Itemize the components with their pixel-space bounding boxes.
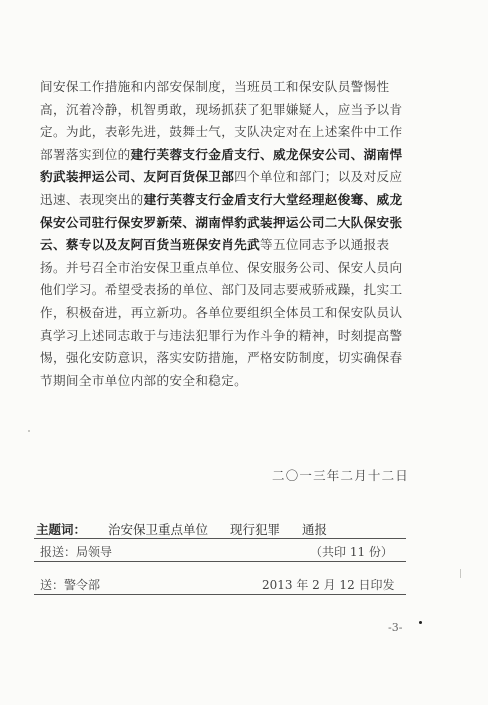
commended-name-text: 建行芙蓉支行金盾支行大堂经理赵俊骞、威龙 [143,191,403,207]
body-text-run: 定。为此，表彰先进，鼓舞士气，支队决定对在上述案件中工作 [40,124,403,140]
body-text-run: 间安保工作措施和内部安保制度，当班员工和保安队员警惕性 [40,79,390,94]
subject-keywords-label: 主题词： [36,522,87,537]
body-line [40,325,458,348]
body-line [40,279,458,302]
subject-keyword: 现行犯罪 [230,522,281,537]
body-text-run: 节期间全市单位内部的安全和稳定。 [40,372,248,388]
copies-count: （共印 11 份） [310,545,393,559]
body-text-run: 迅速、表现突出的 [40,191,144,207]
body-text-run: 四个单位和部门；以及对反应 [234,169,403,185]
body-line [40,370,458,393]
body-line [40,347,458,370]
body-text-run: 他们学习。希望受表扬的单位、部门及同志要戒骄戒躁，扎实工 [40,282,403,298]
report-to: 报送：局领导 [40,545,113,559]
notice-body-text [40,76,458,392]
commended-name-text: 云、蔡专以及友阿百货当班保安肖先武 [40,237,261,253]
divider-line [34,561,406,562]
subject-keyword: 治安保卫重点单位 [108,522,209,537]
body-line [40,189,458,212]
body-line [40,234,458,257]
page-number: -3- [388,621,403,634]
print-date: 2013 年 2 月 12 日印发 [262,578,395,592]
body-text-run: 扬。并号召全市治安保卫重点单位、保安服务公司、保安人员向 [40,259,403,275]
scan-speck [460,569,461,578]
body-line [40,76,458,99]
body-line [40,212,458,235]
commended-name-text: 豹武装押运公司、友阿百货保卫部 [40,169,235,185]
scan-speck [28,430,30,432]
body-line [40,257,458,280]
body-text-run: 部署落实到位的 [40,146,131,162]
send-to: 送：警令部 [40,578,101,592]
issue-date: 二〇一三年二月十二日 [272,468,410,483]
divider-line [34,594,406,595]
body-text-run: 高，沉着冷静，机智勇敢，现场抓获了犯罪嫌疑人，应当予以肯 [40,101,403,117]
commended-name-text: 保安公司驻行保安罗新荣、湖南悍豹武装押运公司二大队保安张 [40,214,403,230]
divider-line [34,538,406,539]
body-line [40,166,458,189]
body-text-run: 惕，强化安防意识，落实安防措施，严格安防制度，切实确保春 [40,350,403,366]
body-line [40,302,458,325]
body-line [40,99,458,122]
body-line [40,144,458,167]
commended-name-text: 建行芙蓉支行金盾支行、威龙保安公司、湖南悍 [130,146,403,162]
body-text-run: 真学习上述同志敢于与违法犯罪行为作斗争的精神，时刻提高警 [40,327,403,343]
body-line [40,121,458,144]
subject-keywords [36,520,345,538]
body-text-run: 等五位同志予以通报表 [260,237,390,253]
body-text-run: 作，积极奋进，再立新功。各单位要组织全体员工和保安队员认 [40,304,403,320]
subject-keyword: 通报 [302,522,328,537]
scan-speck [419,621,422,624]
